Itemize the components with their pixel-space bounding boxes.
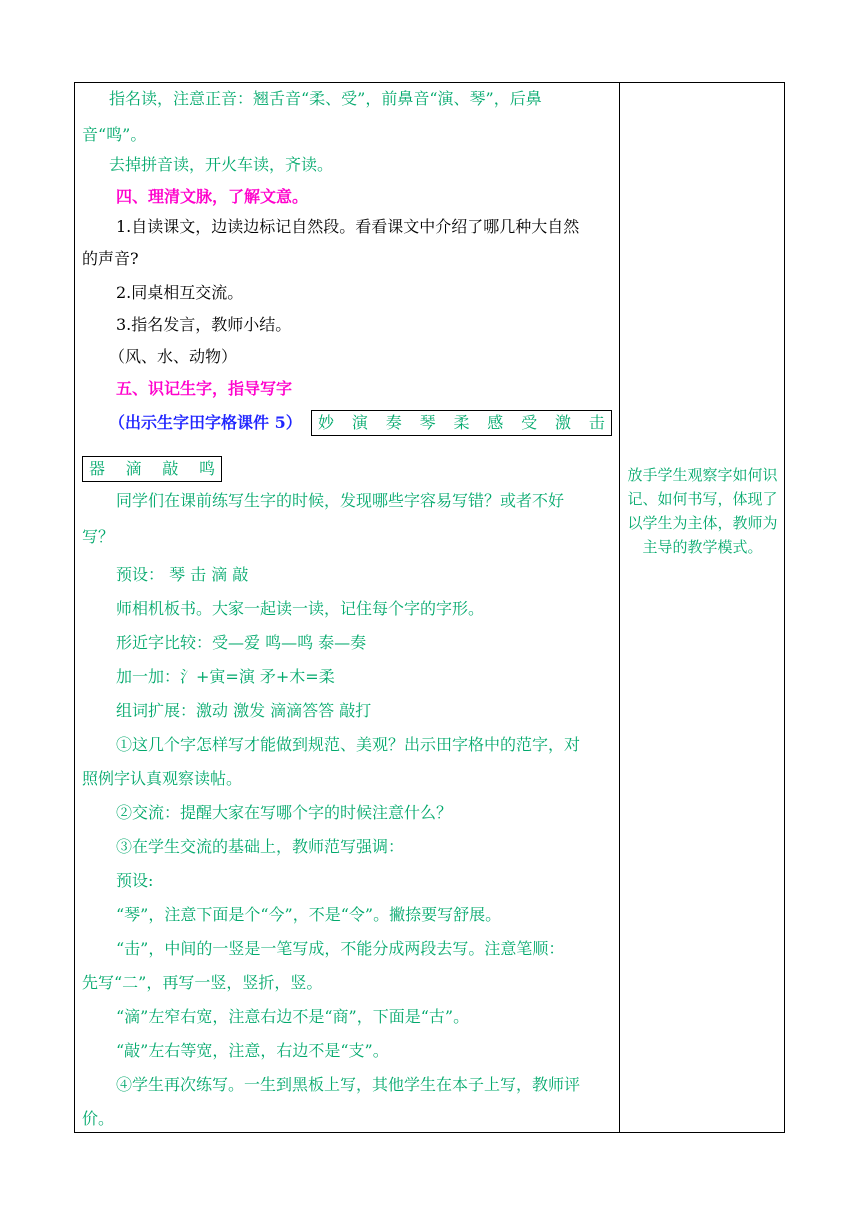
side-note: 放手学生观察字如何识记、如何书写，体现了以学生为主体，教师为主导的教学模式。 xyxy=(627,466,778,556)
character-row xyxy=(318,411,605,435)
text-line: 照例字认真观察读帖。 xyxy=(82,769,243,788)
text-line: 组词扩展：激动 激发 滴滴答答 敲打 xyxy=(116,701,372,720)
text-line: 师相机板书。大家一起读一读，记住每个字的字形。 xyxy=(116,599,485,618)
text-line: ④学生再次练写。一生到黑板上写，其他学生在本子上写，教师评 xyxy=(116,1075,581,1094)
text-line: 的声音? xyxy=(82,249,139,268)
new-character: 击 xyxy=(588,413,605,432)
text-line: 加一加：氵+寅=演 矛+木=柔 xyxy=(116,667,335,686)
new-character: 柔 xyxy=(453,413,470,432)
new-character: 滴 xyxy=(125,459,142,478)
new-character: 受 xyxy=(521,413,538,432)
text-line: “击”，中间的一竖是一笔写成，不能分成两段去写。注意笔顺： xyxy=(116,939,565,958)
new-character: 演 xyxy=(351,413,368,432)
text-line: 先写“二”，再写一竖，竖折，竖。 xyxy=(82,973,323,992)
section-heading: 五、识记生字，指导写字 xyxy=(116,379,293,398)
text-line: 预设： 琴 击 滴 敲 xyxy=(116,565,249,584)
column-divider xyxy=(619,82,620,1133)
text-line: 音“鸣”。 xyxy=(82,125,147,144)
section-heading: 四、理清文脉，了解文意。 xyxy=(116,187,309,206)
text-line: 形近字比较：受—爱 鸣—鸣 泰—奏 xyxy=(116,633,367,652)
text-line: 去掉拼音读，开火车读，齐读。 xyxy=(109,155,334,174)
text-line: 3.指名发言，教师小结。 xyxy=(116,315,292,334)
new-character: 感 xyxy=(487,413,504,432)
text-line: “滴”左窄右宽，注意右边不是“商”，下面是“古”。 xyxy=(116,1007,470,1026)
text-line: “敲”左右等宽，注意，右边不是“支”。 xyxy=(116,1041,389,1060)
text-line: ②交流：提醒大家在写哪个字的时候注意什么？ xyxy=(116,803,453,822)
text-line: “琴”，注意下面是个“今”，不是“令”。撇捺要写舒展。 xyxy=(116,905,502,924)
text-line: 同学们在课前练写生字的时候，发现哪些字容易写错？或者不好 xyxy=(116,491,565,510)
text-line: 写？ xyxy=(82,527,115,546)
text-line: ①这几个字怎样写才能做到规范、美观？出示田字格中的范字，对 xyxy=(116,735,581,754)
text-line: （风、水、动物） xyxy=(109,347,238,366)
new-character: 敲 xyxy=(162,459,179,478)
new-character: 奏 xyxy=(385,413,402,432)
text-line: 1.自读课文，边读边标记自然段。看看课文中介绍了哪几种大自然 xyxy=(116,217,580,236)
text-line: 2.同桌相互交流。 xyxy=(116,283,244,302)
character-row xyxy=(89,457,215,481)
new-characters-box-1 xyxy=(311,410,612,436)
new-character: 琴 xyxy=(419,413,436,432)
new-character: 激 xyxy=(555,413,572,432)
new-character: 鸣 xyxy=(198,459,215,478)
courseware-note: （出示生字田字格课件 5） xyxy=(109,413,302,432)
text-line: 价。 xyxy=(82,1109,115,1128)
text-line: 指名读，注意正音：翘舌音“柔、受”，前鼻音“演、琴”，后鼻 xyxy=(109,89,542,108)
new-character: 妙 xyxy=(318,413,335,432)
new-characters-box-2 xyxy=(82,456,222,482)
text-line: ③在学生交流的基础上，教师范写强调： xyxy=(116,837,405,856)
text-line: 预设: xyxy=(116,871,154,890)
new-character: 器 xyxy=(89,459,106,478)
